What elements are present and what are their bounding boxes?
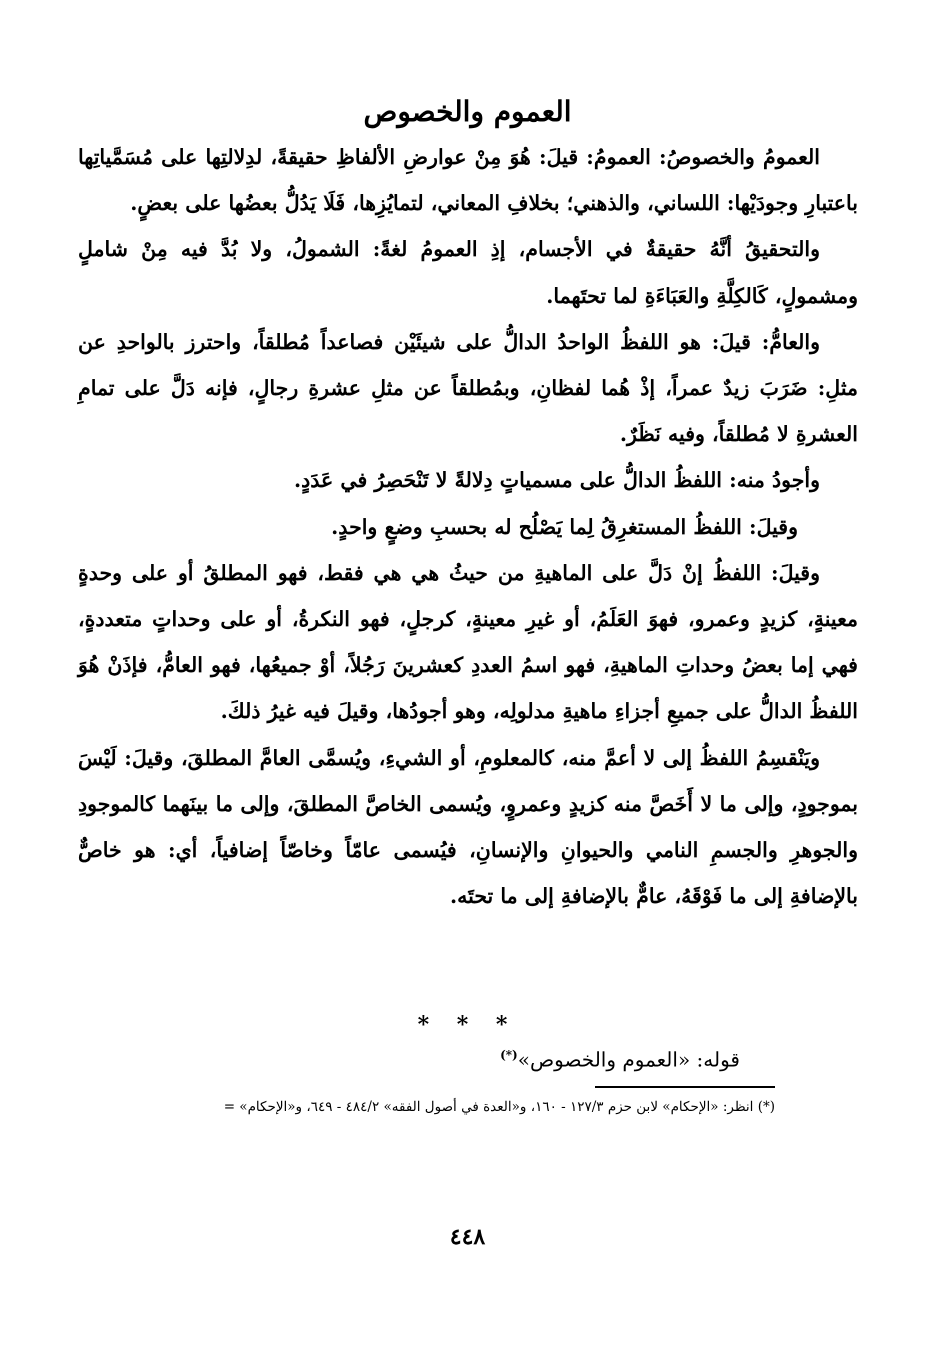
footnote-divider bbox=[595, 1086, 775, 1088]
paragraph-better-definition: وأجودُ منه: اللفظُ الدالُّ على مسمياتٍ دِلالةً لا تَنْحَصِرُ في عَدَدٍ. bbox=[294, 468, 820, 493]
paragraph-classification: وقيلَ: اللفظُ إنْ دَلَّ على الماهيةِ من حيثُ هي هي فقط، فهو المطلقُ أو على وحدةٍ معينةٍ، كزيدٍ وعمرو، فهوَ العَلَمُ، أو غيرِ معينةٍ، كرجلٍ، فهو النكرةُ، أو على وحداتٍ متعددةٍ، فهي إما بعضُ وحداتِ الماهيةِ، فهو اسمُ العددِ كعشرينَ رَجُلاً، أوْ جميعُها، فهو العامُّ، فإذَنْ هُوَ اللفظُ الدالُّ على جميعِ أجزاءِ ماهيةِ مدلولِه، وهو أجودُها، وقيلَ فيه غيرُ ذلكَ. bbox=[78, 560, 858, 724]
commentary-quote bbox=[500, 1038, 740, 1077]
page-number: ٤٤٨ bbox=[449, 1224, 486, 1250]
footnote-text: (*) انظر: «الإحكام» لابن حزم ١٢٧/٣ - ١٦٠، و«العدة في أصول الفقه» ٤٨٤/٢ - ٦٤٩، و«الإحكام» = bbox=[223, 1099, 775, 1115]
paragraph-division: ويَنْقسِمُ اللفظُ إلى لا أعمَّ منه، كالمعلومِ، أو الشيءِ، ويُسمَّى العامَّ المطلقَ، وقيلَ: لَيْسَ بموجودٍ، وإلى ما لا أَخَصَّ منه كزيدٍ وعمروٍ، ويُسمى الخاصَّ المطلقَ، وإلى ما بينَهما كالموجودِ والجوهرِ والجسمِ النامي والحيوانِ والإنسانِ، فيُسمى عامّاً وخاصّاً إضافياً، أي: هو خاصٌّ بالإضافةِ إلى ما فَوْقَهُ، عامٌّ بالإضافةِ إلى ما تحتَه. bbox=[78, 745, 858, 909]
paragraph-general-term: والعامُّ: قيلَ: هو اللفظُ الواحدُ الدالُّ على شيئَيْن فصاعداً مُطلقاً، واحترز بالواحدِ عن مثلِ: ضَرَبَ زيدٌ عمراً، إذْ هُما لفظانِ، وبمُطلقاً عن مثلِ عشرةِ رجالٍ، فإنه دَلَّ على تمامِ العشرةِ لا مُطلقاً، وفيه نَظَرٌ. bbox=[78, 329, 858, 447]
paragraph-definition-general: العمومُ والخصوصُ: العمومُ: قيلَ: هُوَ مِنْ عوارضِ الألفاظِ حقيقةً، لدِلالتِها على مُسَمَّياتِها باعتبارِ وجودَيْها: اللساني، والذهني؛ بخلافِ المعاني، لتمايُزِها، فَلَا يَدُلُّ بعضُها على بعضٍ. bbox=[78, 145, 858, 216]
paragraph-verification: والتحقيقُ أنَّهُ حقيقةٌ في الأجسام، إذِ العمومُ لغةً: الشمولُ، ولا بُدَّ فيه مِنْ شاملٍ ومشمولٍ، كَالكِلَّةِ والعَبَاءَةِ لما تحتَهما. bbox=[78, 237, 858, 308]
section-separator: * * * bbox=[417, 1012, 518, 1038]
main-text bbox=[78, 134, 858, 919]
section-heading: العموم والخصوص bbox=[363, 95, 572, 128]
paragraph-alt-definition: وقيلَ: اللفظُ المستغرِقُ لِما يَصْلُح له بحسبِ وضعٍ واحدٍ. bbox=[331, 514, 798, 539]
footnote-marker: (*) bbox=[500, 1048, 518, 1062]
commentary-quote-text: قوله: «العموم والخصوص» bbox=[517, 1047, 740, 1072]
